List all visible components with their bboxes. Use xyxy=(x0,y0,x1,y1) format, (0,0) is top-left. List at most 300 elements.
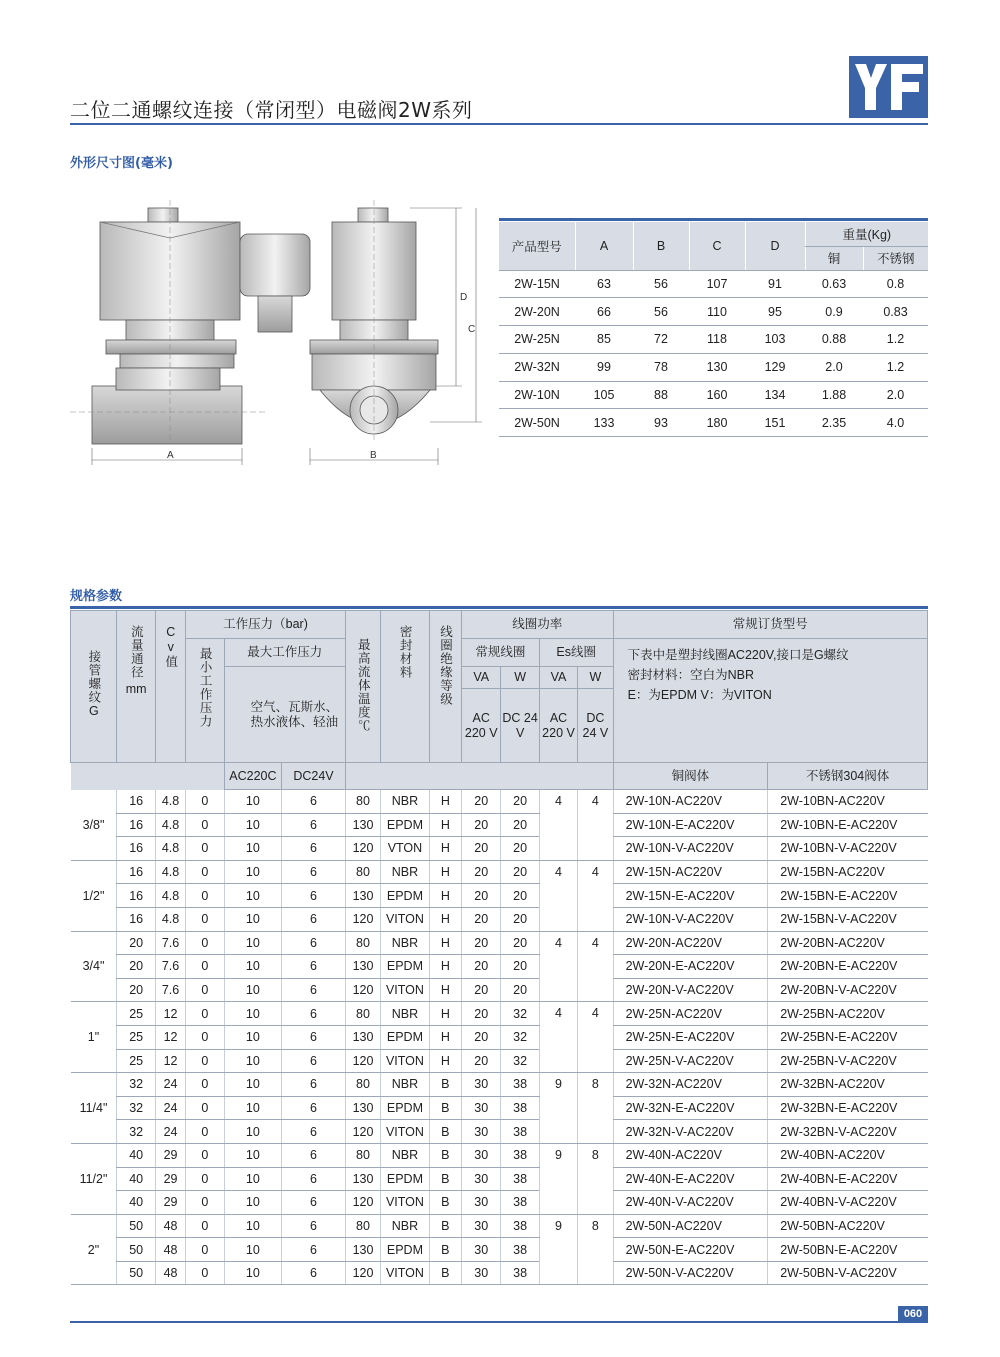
spec-table-cell: 24 xyxy=(155,1120,185,1144)
spec-table-cell: 4.8 xyxy=(155,884,185,908)
spec-table-cell: 24 xyxy=(155,1073,185,1097)
spec-table-cell: 0 xyxy=(186,955,224,979)
order-note-line-1: 下表中是塑封线圈AC220V,接口是G螺纹 xyxy=(627,648,849,662)
spec-table-cell: 10 xyxy=(224,1120,282,1144)
spec-steel-model: 2W-10BN-E-AC220V xyxy=(768,813,928,837)
spec-table-cell: 0 xyxy=(186,1002,224,1026)
spec-copper-model: 2W-20N-E-AC220V xyxy=(613,955,768,979)
spec-table-cell: 32 xyxy=(501,1025,539,1049)
dim-table-cell: 2W-32N xyxy=(499,353,575,381)
spec-table-cell: 38 xyxy=(501,1214,539,1238)
spec-es-va: 4 xyxy=(539,1002,577,1073)
spec-header-w-normal: W xyxy=(501,667,539,689)
spec-es-w: 8 xyxy=(578,1143,613,1214)
valve-outline-svg xyxy=(70,190,490,470)
spec-table-cell: 6 xyxy=(282,978,346,1002)
spec-table-cell: 20 xyxy=(462,813,501,837)
spec-table-cell: 40 xyxy=(117,1143,155,1167)
spec-table-row xyxy=(71,1167,928,1191)
spec-table-row xyxy=(71,790,928,814)
spec-table-cell: 80 xyxy=(345,790,380,814)
dim-table-cell: 180 xyxy=(689,409,745,437)
spec-table-cell: EPDM xyxy=(381,813,430,837)
dim-header-steel: 不锈钢 xyxy=(863,246,928,270)
dim-table-cell: 0.88 xyxy=(805,326,863,354)
dim-table-cell: 107 xyxy=(689,270,745,298)
spec-table-cell: 20 xyxy=(462,1025,501,1049)
spec-table-cell: 10 xyxy=(224,1002,282,1026)
spec-table-cell: NBR xyxy=(381,1214,430,1238)
spec-es-w: 8 xyxy=(578,1214,613,1285)
spec-copper-model: 2W-15N-AC220V xyxy=(613,860,768,884)
spec-steel-model: 2W-25BN-AC220V xyxy=(768,1002,928,1026)
spec-table-cell: EPDM xyxy=(381,1167,430,1191)
dim-table-cell: 0.9 xyxy=(805,298,863,326)
spec-table-row xyxy=(71,1261,928,1285)
spec-table-cell: 38 xyxy=(501,1261,539,1285)
dim-table-cell: 105 xyxy=(575,381,633,409)
spec-table-cell: 10 xyxy=(224,1096,282,1120)
dim-table-cell: 99 xyxy=(575,353,633,381)
spec-table-cell: 10 xyxy=(224,1238,282,1262)
spec-table-cell: VITON xyxy=(381,1120,430,1144)
spec-table-cell: H xyxy=(429,884,461,908)
spec-table-cell: VTON xyxy=(381,837,430,861)
spec-table-cell: 120 xyxy=(345,1049,380,1073)
spec-table-cell: 20 xyxy=(117,978,155,1002)
spec-header-va-es: VA xyxy=(539,667,577,689)
dim-table-cell: 0.63 xyxy=(805,270,863,298)
spec-copper-model: 2W-25N-AC220V xyxy=(613,1002,768,1026)
dim-table-cell: 2W-10N xyxy=(499,381,575,409)
spec-table-cell: 0 xyxy=(186,1073,224,1097)
spec-header-g: 接管螺纹G xyxy=(71,611,117,763)
spec-table-cell: 0 xyxy=(186,790,224,814)
spec-table-cell: 0 xyxy=(186,931,224,955)
spec-table-cell: 50 xyxy=(117,1261,155,1285)
spec-copper-model: 2W-32N-E-AC220V xyxy=(613,1096,768,1120)
spec-copper-model: 2W-10N-E-AC220V xyxy=(613,813,768,837)
spec-table-row xyxy=(71,1096,928,1120)
spec-header-min-pressure: 最小工作压力 xyxy=(186,639,224,763)
dim-table-cell: 2.0 xyxy=(863,381,928,409)
spec-table-cell: 80 xyxy=(345,1002,380,1026)
spec-es-va: 9 xyxy=(539,1073,577,1144)
spec-table-cell: 6 xyxy=(282,1143,346,1167)
dim-table-cell: 2.0 xyxy=(805,353,863,381)
spec-thread-size: 1" xyxy=(71,1002,117,1073)
spec-table-cell: 6 xyxy=(282,884,346,908)
spec-table-cell: 20 xyxy=(462,907,501,931)
spec-table-cell: H xyxy=(429,790,461,814)
spec-steel-model: 2W-32BN-AC220V xyxy=(768,1073,928,1097)
spec-table-cell: 10 xyxy=(224,813,282,837)
spec-copper-model: 2W-32N-AC220V xyxy=(613,1073,768,1097)
spec-header-ac220-es: AC 220 V xyxy=(539,689,577,763)
spec-es-va: 4 xyxy=(539,860,577,931)
spec-table-cell: 32 xyxy=(117,1073,155,1097)
footer-rule xyxy=(70,1321,928,1323)
dim-table-cell: 2.35 xyxy=(805,409,863,437)
spec-table-cell: 29 xyxy=(155,1143,185,1167)
spec-table-cell: 6 xyxy=(282,1238,346,1262)
spec-table-cell: B xyxy=(429,1214,461,1238)
spec-table-row xyxy=(71,1238,928,1262)
spec-thread-size: 1/2" xyxy=(71,860,117,931)
spec-table-cell: 50 xyxy=(117,1214,155,1238)
dim-table-row xyxy=(499,381,928,409)
dim-label-d: D xyxy=(460,292,468,303)
spec-header-dc: DC24V xyxy=(282,763,346,790)
spec-table-cell: 16 xyxy=(117,884,155,908)
spec-copper-model: 2W-25N-V-AC220V xyxy=(613,1049,768,1073)
spec-table-cell: 130 xyxy=(345,1238,380,1262)
spec-table-cell: 20 xyxy=(462,837,501,861)
spec-table-cell: 32 xyxy=(501,1049,539,1073)
spec-copper-model: 2W-25N-E-AC220V xyxy=(613,1025,768,1049)
spec-table-row xyxy=(71,1002,928,1026)
spec-thread-size: 2" xyxy=(71,1214,117,1285)
spec-table-cell: 20 xyxy=(501,884,539,908)
dim-table-cell: 130 xyxy=(689,353,745,381)
spec-table-cell: 20 xyxy=(501,790,539,814)
spec-table-cell: 38 xyxy=(501,1143,539,1167)
spec-header-va-normal: VA xyxy=(462,667,501,689)
dim-table-cell: 134 xyxy=(745,381,805,409)
spec-header-temp: 最高流体温度℃ xyxy=(345,611,380,763)
header-rule xyxy=(70,123,928,125)
spec-steel-model: 2W-25BN-V-AC220V xyxy=(768,1049,928,1073)
spec-table-cell: 30 xyxy=(462,1238,501,1262)
spec-table-cell: 10 xyxy=(224,978,282,1002)
spec-table-cell: 30 xyxy=(462,1214,501,1238)
dim-table-cell: 63 xyxy=(575,270,633,298)
spec-header-copper-body: 铜阀体 xyxy=(613,763,768,790)
dim-table-cell: 85 xyxy=(575,326,633,354)
dim-table-cell: 78 xyxy=(633,353,689,381)
spec-table-cell: 25 xyxy=(117,1025,155,1049)
dim-table-cell: 66 xyxy=(575,298,633,326)
dim-table-cell: 93 xyxy=(633,409,689,437)
spec-table-cell: H xyxy=(429,813,461,837)
spec-header-order: 常规订货型号 xyxy=(613,611,927,639)
spec-table-cell: 25 xyxy=(117,1049,155,1073)
spec-table-cell: 0 xyxy=(186,1238,224,1262)
yf-logo-mark xyxy=(849,56,928,118)
dim-table-cell: 0.83 xyxy=(863,298,928,326)
spec-table-cell: 130 xyxy=(345,1025,380,1049)
spec-table-cell: 6 xyxy=(282,1025,346,1049)
spec-table-row xyxy=(71,860,928,884)
spec-table-cell: H xyxy=(429,978,461,1002)
spec-table-cell: 0 xyxy=(186,1143,224,1167)
spec-header-coil-es: Es线圈 xyxy=(539,639,613,667)
front-view xyxy=(70,200,310,465)
spec-table-cell: 6 xyxy=(282,1191,346,1215)
spec-table-cell: 24 xyxy=(155,1096,185,1120)
dimension-table-body xyxy=(499,270,928,437)
dim-table-cell: 103 xyxy=(745,326,805,354)
spec-table-cell: 0 xyxy=(186,837,224,861)
spec-table-cell: 32 xyxy=(117,1096,155,1120)
spec-table-cell: 29 xyxy=(155,1167,185,1191)
spec-table-cell: 12 xyxy=(155,1049,185,1073)
spec-table-cell: NBR xyxy=(381,790,430,814)
spec-table-cell: H xyxy=(429,860,461,884)
spec-table-cell: 6 xyxy=(282,1261,346,1285)
spec-table-cell: 130 xyxy=(345,1167,380,1191)
spec-table-cell: 130 xyxy=(345,884,380,908)
spec-table-cell: 30 xyxy=(462,1096,501,1120)
spec-steel-model: 2W-15BN-V-AC220V xyxy=(768,907,928,931)
spec-table-cell: H xyxy=(429,907,461,931)
spec-table-cell: 0 xyxy=(186,1214,224,1238)
spec-table-cell: 40 xyxy=(117,1191,155,1215)
dim-header-b: B xyxy=(633,222,689,270)
spec-table-cell: 4.8 xyxy=(155,837,185,861)
spec-table-cell: 30 xyxy=(462,1143,501,1167)
spec-table-cell: B xyxy=(429,1261,461,1285)
spec-thread-size: 11/2" xyxy=(71,1143,117,1214)
spec-table-cell: 38 xyxy=(501,1167,539,1191)
spec-table-cell: 6 xyxy=(282,1120,346,1144)
spec-copper-model: 2W-50N-V-AC220V xyxy=(613,1261,768,1285)
spec-table-cell: 130 xyxy=(345,1096,380,1120)
page-number: 060 xyxy=(898,1306,928,1322)
dim-table-cell: 1.2 xyxy=(863,326,928,354)
spec-table-cell: VITON xyxy=(381,1191,430,1215)
spec-table-cell: 30 xyxy=(462,1191,501,1215)
valve-outline-drawing xyxy=(70,190,490,470)
spec-steel-model: 2W-25BN-E-AC220V xyxy=(768,1025,928,1049)
dim-header-copper: 铜 xyxy=(805,246,863,270)
dim-header-weight: 重量(Kg) xyxy=(805,222,928,246)
dim-table-cell: 95 xyxy=(745,298,805,326)
spec-table-cell: 20 xyxy=(462,931,501,955)
spec-table-cell: 6 xyxy=(282,790,346,814)
spec-table-cell: 50 xyxy=(117,1238,155,1262)
spec-table-body xyxy=(71,790,928,1285)
spec-es-va: 4 xyxy=(539,931,577,1002)
outline-heading: 外形尺寸图(毫米) xyxy=(70,156,173,171)
spec-steel-model: 2W-50BN-AC220V xyxy=(768,1214,928,1238)
spec-heading: 规格参数 xyxy=(70,589,123,604)
spec-table-cell: 0 xyxy=(186,1025,224,1049)
spec-thread-size: 11/4" xyxy=(71,1073,117,1144)
spec-steel-model: 2W-10BN-AC220V xyxy=(768,790,928,814)
spec-table-cell: 120 xyxy=(345,978,380,1002)
spec-copper-model: 2W-20N-AC220V xyxy=(613,931,768,955)
spec-header-seal: 密封材料 xyxy=(381,611,430,763)
spec-steel-model: 2W-40BN-E-AC220V xyxy=(768,1167,928,1191)
spec-header-max-pressure: 最大工作压力 xyxy=(224,639,345,667)
dim-label-c: C xyxy=(468,324,476,335)
spec-table-cell: 20 xyxy=(462,1002,501,1026)
spec-table-cell: 6 xyxy=(282,860,346,884)
spec-table-cell: 0 xyxy=(186,1120,224,1144)
spec-table-cell: 0 xyxy=(186,860,224,884)
spec-table-cell: 20 xyxy=(462,884,501,908)
spec-table-cell: B xyxy=(429,1096,461,1120)
dim-header-model: 产品型号 xyxy=(499,222,575,270)
spec-table-cell: 10 xyxy=(224,1049,282,1073)
spec-thread-size: 3/4" xyxy=(71,931,117,1002)
page-title: 二位二通螺纹连接（常闭型）电磁阀2W系列 xyxy=(70,98,473,122)
spec-table-cell: 80 xyxy=(345,1143,380,1167)
spec-table-cell: 10 xyxy=(224,1025,282,1049)
spec-table-cell: VITON xyxy=(381,1049,430,1073)
spec-table-cell: VITON xyxy=(381,1261,430,1285)
spec-table-cell: EPDM xyxy=(381,1096,430,1120)
spec-table-cell: 38 xyxy=(501,1073,539,1097)
spec-table-cell: 20 xyxy=(501,837,539,861)
spec-table-cell: 38 xyxy=(501,1120,539,1144)
spec-es-va: 9 xyxy=(539,1214,577,1285)
spec-es-va: 9 xyxy=(539,1143,577,1214)
spec-table-row xyxy=(71,1025,928,1049)
spec-table-cell: 0 xyxy=(186,978,224,1002)
spec-table-cell: NBR xyxy=(381,1002,430,1026)
spec-table-cell: EPDM xyxy=(381,1238,430,1262)
spec-table-cell: 10 xyxy=(224,1143,282,1167)
spec-table-cell: 80 xyxy=(345,1073,380,1097)
spec-table-cell: 20 xyxy=(462,978,501,1002)
spec-table-cell: 4.8 xyxy=(155,790,185,814)
spec-header-insulation: 线圈绝缘等级 xyxy=(429,611,461,763)
spec-copper-model: 2W-20N-V-AC220V xyxy=(613,978,768,1002)
dim-table-cell: 88 xyxy=(633,381,689,409)
spec-table-cell: 38 xyxy=(501,1096,539,1120)
spec-table-row xyxy=(71,813,928,837)
spec-steel-model: 2W-50BN-E-AC220V xyxy=(768,1238,928,1262)
spec-table-row xyxy=(71,1073,928,1097)
spec-header-coil-power: 线圈功率 xyxy=(462,611,614,639)
spec-table-cell: 40 xyxy=(117,1167,155,1191)
dim-table-cell: 56 xyxy=(633,270,689,298)
dim-label-b: B xyxy=(370,450,377,461)
spec-header-dc24-es: DC 24 V xyxy=(578,689,613,763)
spec-table-cell: 30 xyxy=(462,1261,501,1285)
spec-es-w: 4 xyxy=(578,1002,613,1073)
spec-table-cell: 80 xyxy=(345,1214,380,1238)
spec-table-row xyxy=(71,1143,928,1167)
spec-table-cell: 6 xyxy=(282,931,346,955)
spec-table-cell: 6 xyxy=(282,1167,346,1191)
spec-steel-model: 2W-20BN-AC220V xyxy=(768,931,928,955)
spec-table-cell: 120 xyxy=(345,1120,380,1144)
spec-table-cell: NBR xyxy=(381,860,430,884)
spec-table-cell: 120 xyxy=(345,1191,380,1215)
spec-table-cell: 80 xyxy=(345,931,380,955)
dim-table-row xyxy=(499,270,928,298)
spec-steel-model: 2W-32BN-V-AC220V xyxy=(768,1120,928,1144)
spec-table-cell: VITON xyxy=(381,978,430,1002)
spec-table-cell: 16 xyxy=(117,813,155,837)
spec-table-cell: 38 xyxy=(501,1238,539,1262)
dim-table-cell: 118 xyxy=(689,326,745,354)
spec-table-cell: 4.8 xyxy=(155,860,185,884)
spec-table-cell: 80 xyxy=(345,860,380,884)
spec-table-cell: 6 xyxy=(282,1002,346,1026)
spec-table-cell: 6 xyxy=(282,1073,346,1097)
dim-table-row xyxy=(499,353,928,381)
dim-table-row xyxy=(499,298,928,326)
dim-table-row xyxy=(499,409,928,437)
spec-table-row xyxy=(71,907,928,931)
spec-table-cell: 120 xyxy=(345,1261,380,1285)
spec-table-cell: 0 xyxy=(186,1096,224,1120)
spec-steel-model: 2W-20BN-E-AC220V xyxy=(768,955,928,979)
dim-table-cell: 1.2 xyxy=(863,353,928,381)
spec-table-row xyxy=(71,1120,928,1144)
spec-table-cell: H xyxy=(429,1049,461,1073)
spec-table-cell: 12 xyxy=(155,1002,185,1026)
spec-table-cell: 0 xyxy=(186,884,224,908)
spec-copper-model: 2W-10N-AC220V xyxy=(613,790,768,814)
dim-table-cell: 129 xyxy=(745,353,805,381)
spec-table-cell: 0 xyxy=(186,907,224,931)
spec-table-cell: H xyxy=(429,931,461,955)
spec-table-cell: 10 xyxy=(224,1191,282,1215)
order-note-line-2: 密封材料：空白为NBR xyxy=(627,668,754,682)
spec-table-row xyxy=(71,1214,928,1238)
spec-header-ac: AC220C xyxy=(224,763,282,790)
spec-table-cell: 48 xyxy=(155,1261,185,1285)
dim-header-d: D xyxy=(745,222,805,270)
spec-table-cell: 20 xyxy=(117,931,155,955)
spec-copper-model: 2W-15N-E-AC220V xyxy=(613,884,768,908)
spec-table-cell: 20 xyxy=(462,955,501,979)
dim-table-rule xyxy=(499,218,928,221)
spec-table-cell: 20 xyxy=(117,955,155,979)
dim-table-cell: 133 xyxy=(575,409,633,437)
dim-table-cell: 56 xyxy=(633,298,689,326)
spec-copper-model: 2W-10N-V-AC220V xyxy=(613,837,768,861)
spec-table-cell: 48 xyxy=(155,1238,185,1262)
spec-table-cell: 7.6 xyxy=(155,955,185,979)
spec-table-cell: 6 xyxy=(282,907,346,931)
spec-table-cell: 6 xyxy=(282,813,346,837)
spec-table-cell: 20 xyxy=(501,931,539,955)
spec-table-cell: 6 xyxy=(282,1096,346,1120)
spec-copper-model: 2W-50N-E-AC220V xyxy=(613,1238,768,1262)
spec-table-cell: NBR xyxy=(381,931,430,955)
spec-table-cell: B xyxy=(429,1167,461,1191)
dim-table-cell: 2W-20N xyxy=(499,298,575,326)
spec-table-cell: 20 xyxy=(501,907,539,931)
dim-table-cell: 1.88 xyxy=(805,381,863,409)
spec-table-cell: 10 xyxy=(224,955,282,979)
spec-order-note xyxy=(613,639,927,763)
spec-table-cell: VITON xyxy=(381,907,430,931)
spec-rule xyxy=(70,606,928,609)
spec-table-cell: EPDM xyxy=(381,884,430,908)
spec-table-cell: H xyxy=(429,955,461,979)
spec-es-w: 8 xyxy=(578,1073,613,1144)
dim-table-row xyxy=(499,326,928,354)
spec-header-media: 空气、瓦斯水、热水液体、轻油 xyxy=(224,667,345,763)
spec-table-cell: 20 xyxy=(501,978,539,1002)
spec-table-cell: 30 xyxy=(462,1073,501,1097)
spec-steel-model: 2W-15BN-E-AC220V xyxy=(768,884,928,908)
spec-table-row xyxy=(71,978,928,1002)
spec-table-cell: 20 xyxy=(462,790,501,814)
spec-table-cell: 20 xyxy=(462,860,501,884)
spec-table-row xyxy=(71,955,928,979)
spec-table-cell: H xyxy=(429,1025,461,1049)
spec-header-steel-body: 不锈钢304阀体 xyxy=(768,763,928,790)
spec-table-cell: 20 xyxy=(501,955,539,979)
